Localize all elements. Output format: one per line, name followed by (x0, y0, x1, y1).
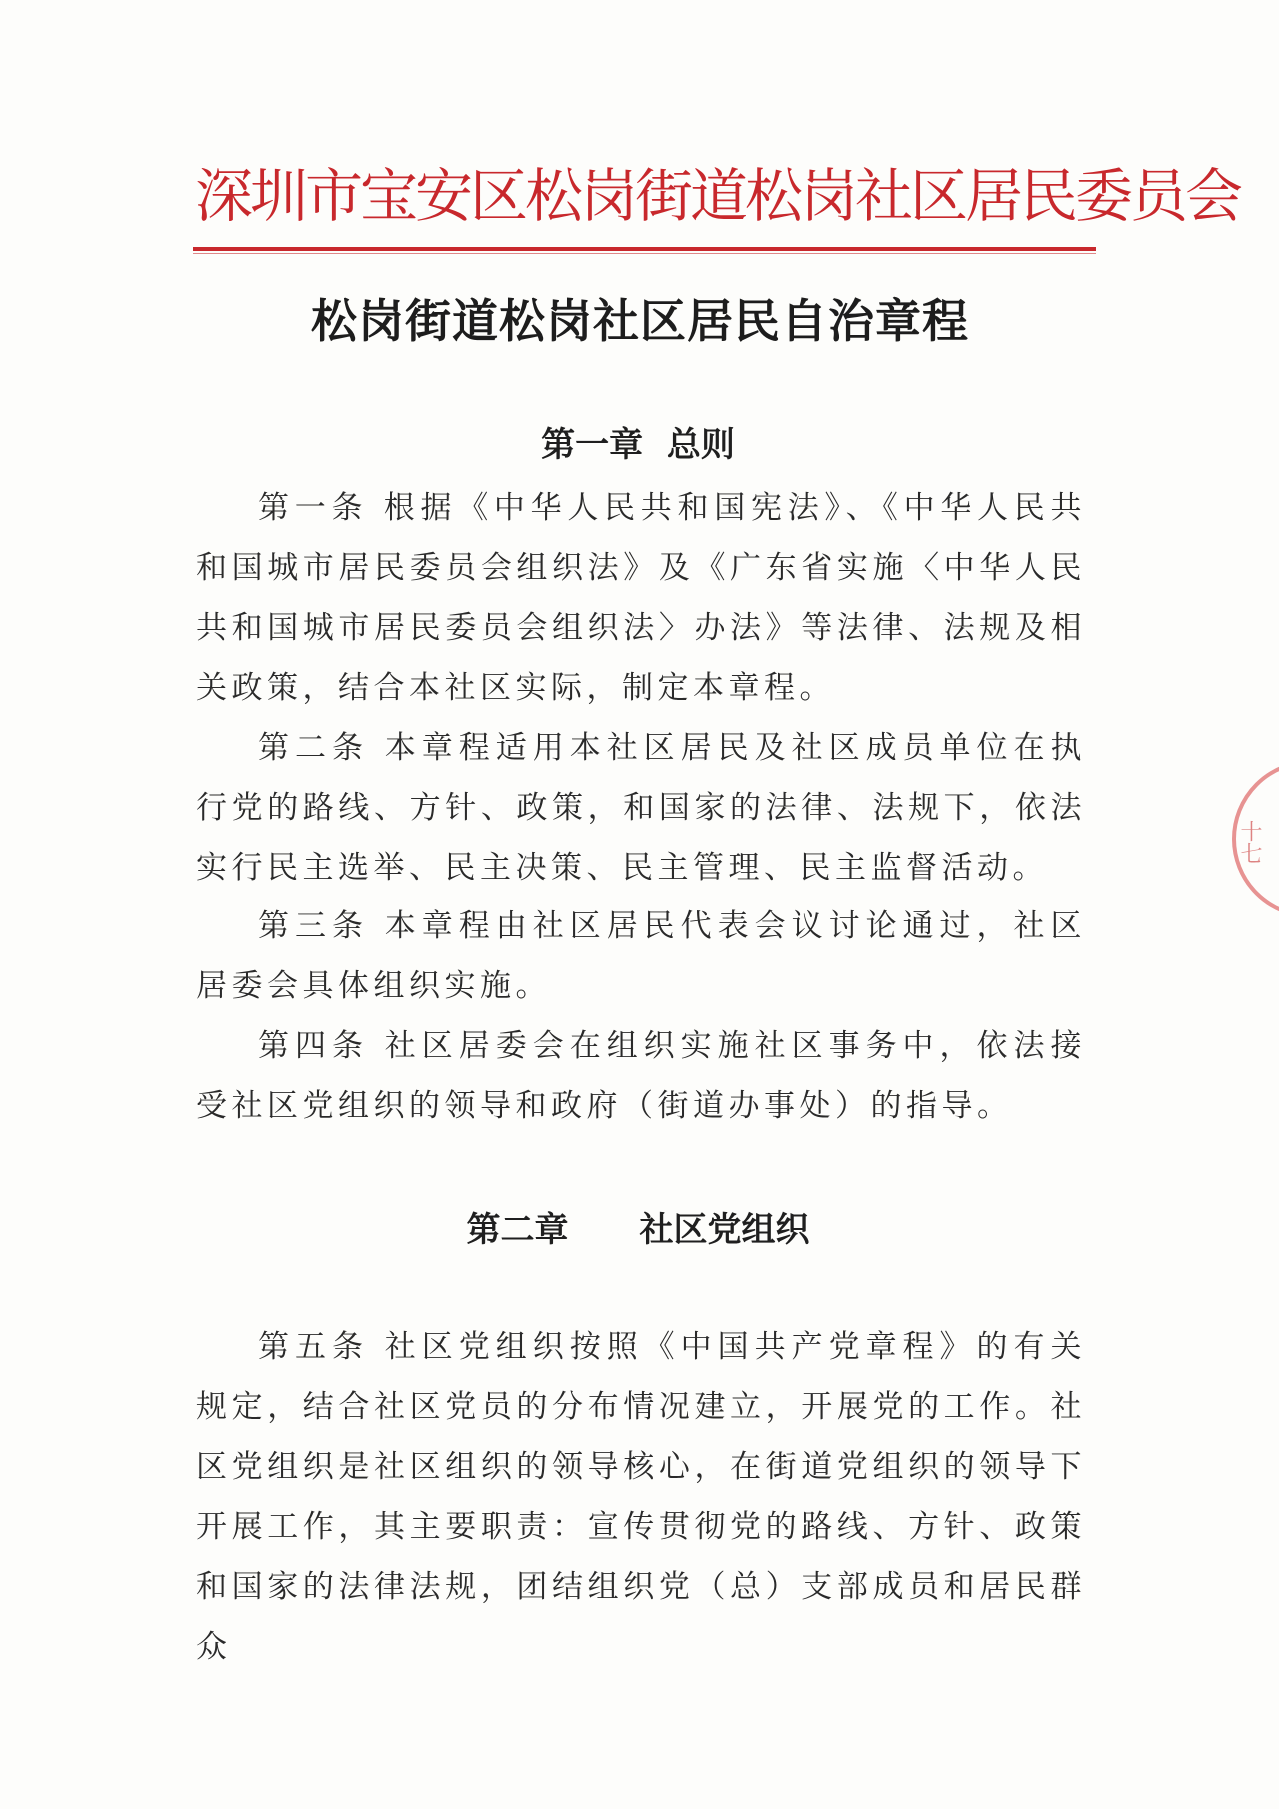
article-4: 第四条 社区居委会在组织实施社区事务中，依法接受社区党组织的领导和政府（街道办事处）的指导。 (196, 1028, 1086, 1124)
chapter-2-heading: 第二章 社区党组织 (466, 1210, 810, 1250)
chapter-1-heading: 第一章 总则 (541, 425, 735, 465)
article-5: 第五条 社区党组织按照《中国共产党章程》的有关规定，结合社区党员的分布情况建立，开展党的工作。社区党组织是社区组织的领导核心，在街道党组织的领导下开展工作，其主要职责：宣传贯彻党的路线、方针、政策和国家的法律法规，团结组织党（总）支部成员和居民群众 (196, 1329, 1086, 1665)
letterhead-red-rule (193, 247, 1096, 251)
document-title: 松岗街道松岗社区居民自治章程 (311, 294, 969, 348)
article-1: 第一条 根据《中华人民共和国宪法》、《中华人民共和国城市居民委员会组织法》及《广东省实施〈中华人民共和国城市居民委员会组织法〉办法》等法律、法规及相关政策，结合本社区实际，制定本章程。 (196, 490, 1086, 706)
article-3: 第三条 本章程由社区居民代表会议讨论通过，社区居委会具体组织实施。 (196, 908, 1086, 1004)
seal-stamp-text: 十七 (1237, 820, 1262, 864)
article-2: 第二条 本章程适用本社区居民及社区成员单位在执行党的路线、方针、政策，和国家的法律、法规下，依法实行民主选举、民主决策、民主管理、民主监督活动。 (196, 730, 1086, 886)
letterhead-red-rule-thin (193, 253, 1096, 254)
organization-letterhead: 深圳市宝安区松岗街道松岗社区居民委员会 (195, 162, 1241, 230)
